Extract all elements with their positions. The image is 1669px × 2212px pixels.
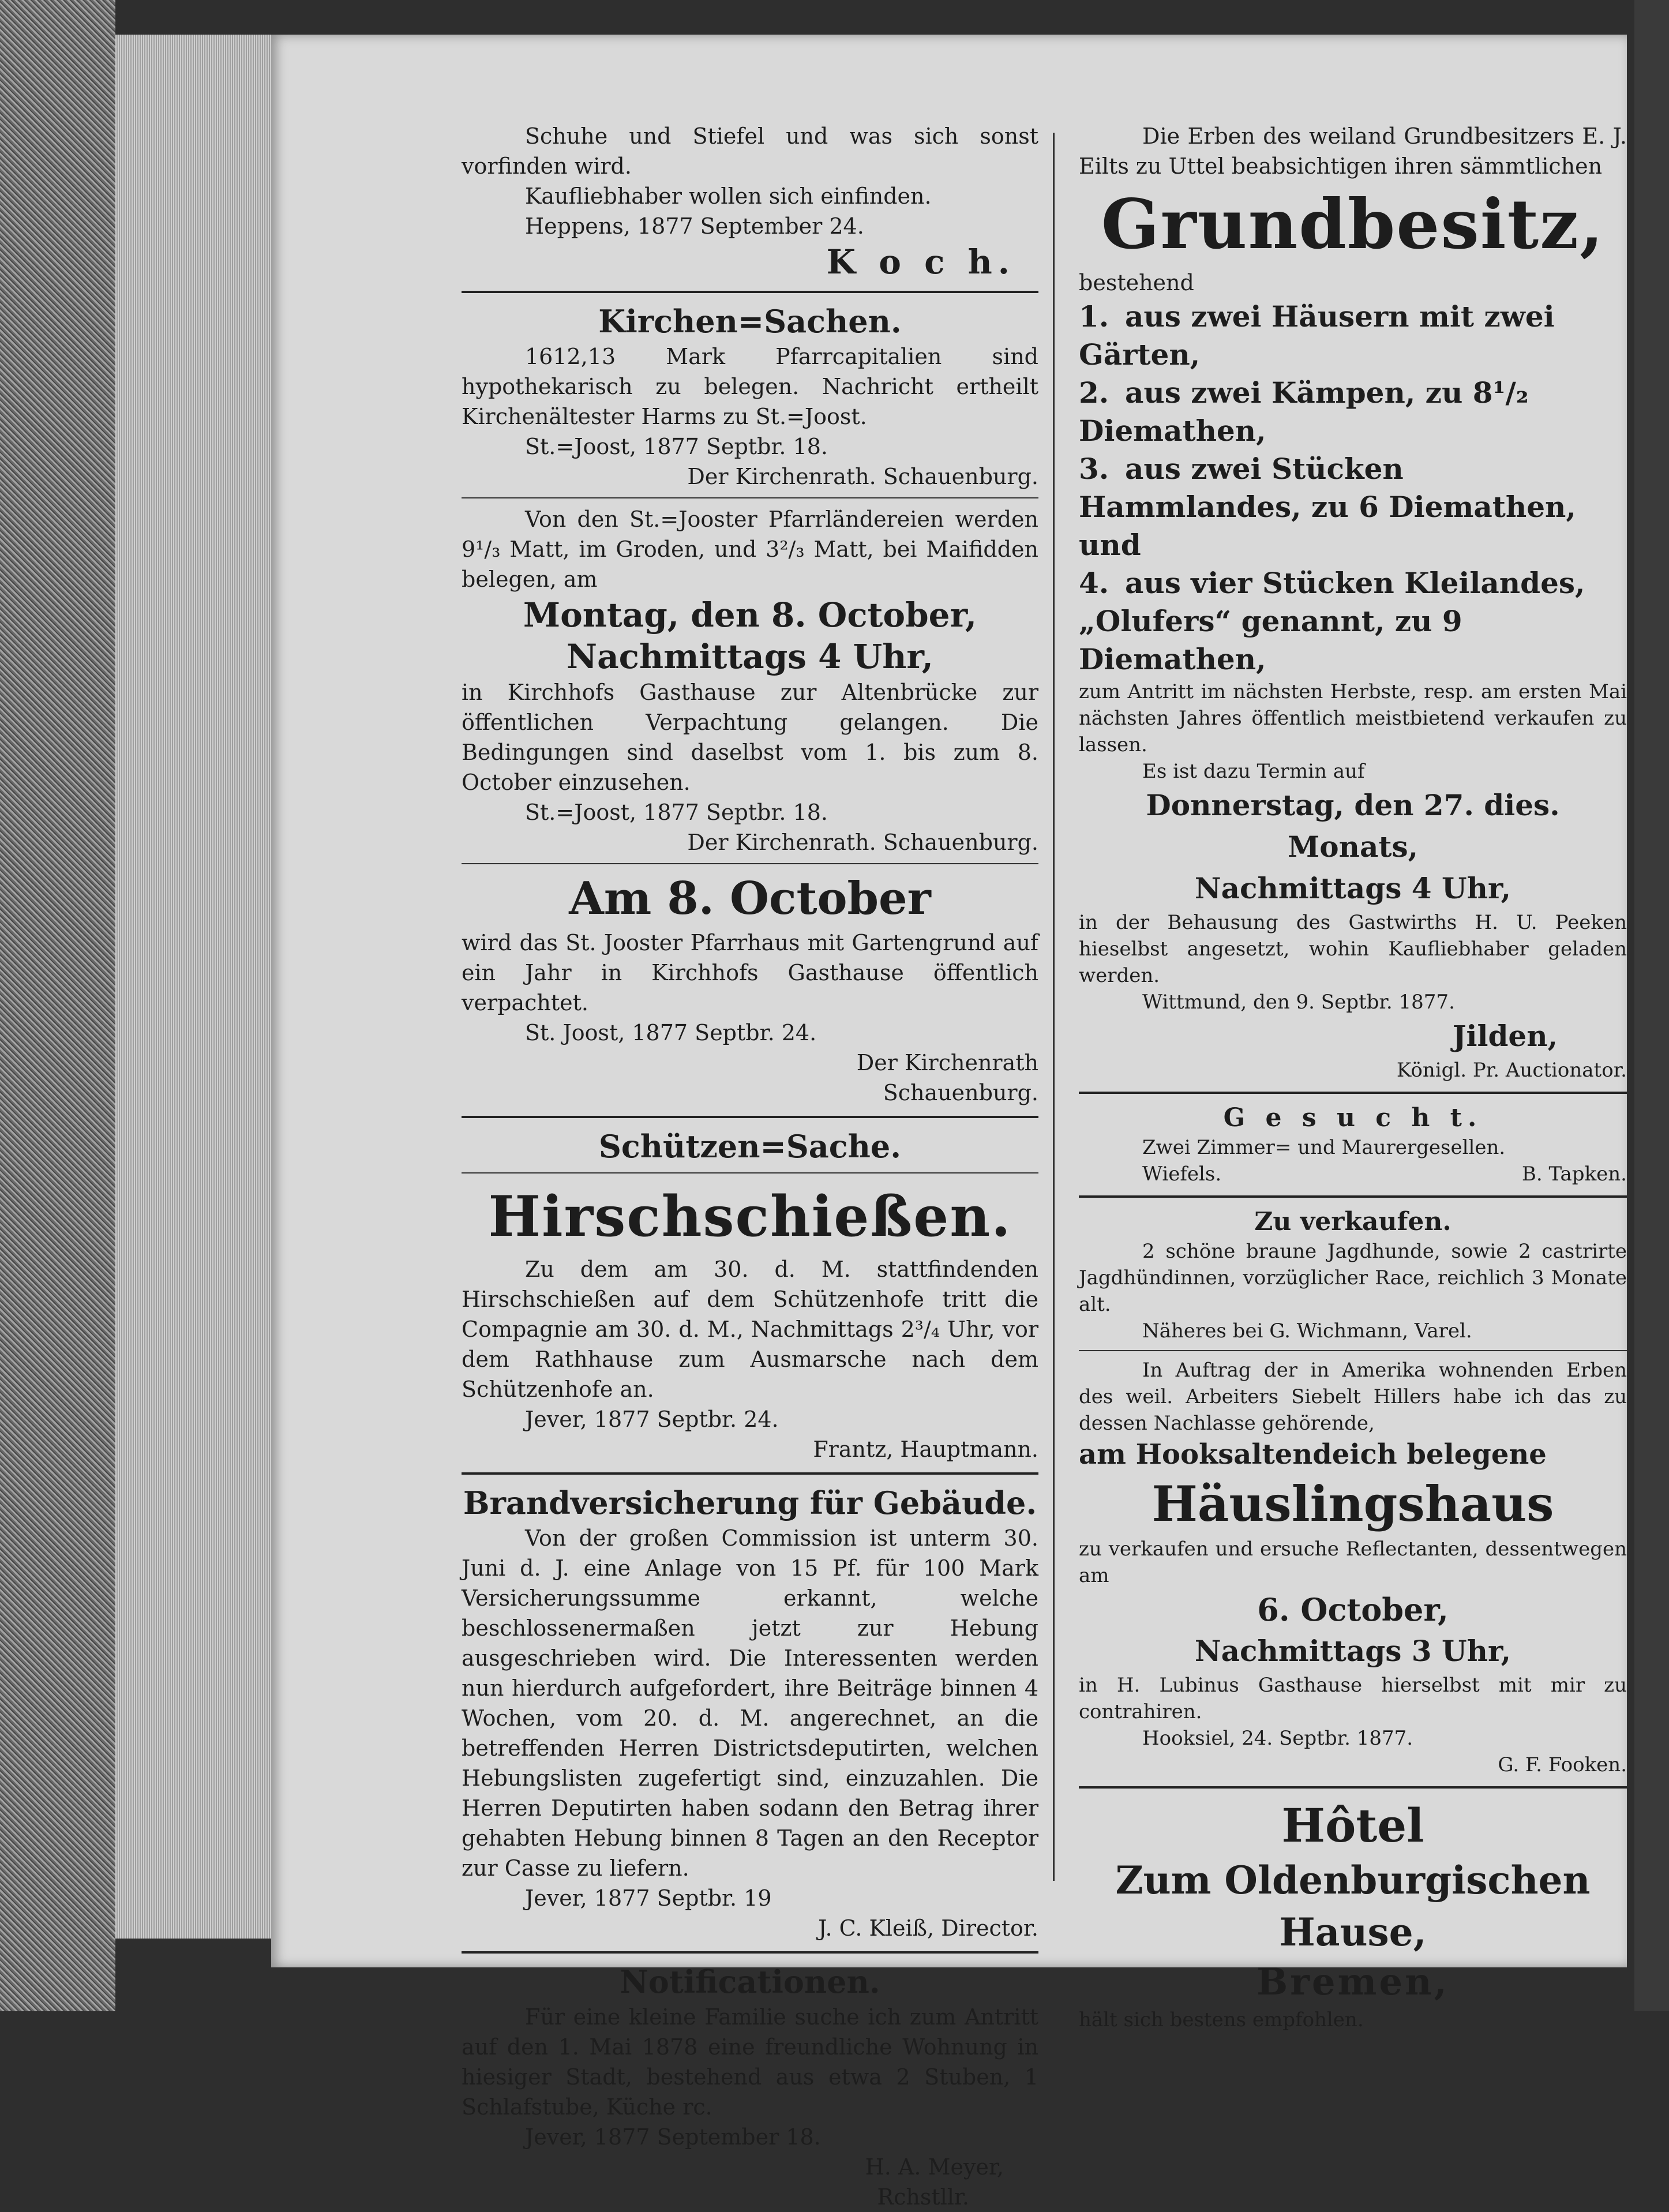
book-cover-edge — [0, 0, 115, 2011]
newspaper-page — [271, 35, 1627, 2210]
october-text: wird das St. Jooster Pfarrhaus mit Gartengrund auf ein Jahr in Kirchhofs Gasthause öffentlich verpachtet. — [462, 930, 1038, 1015]
haeusling-time: Nachmittags 3 Uhr, — [1194, 1634, 1512, 1668]
right-edge — [1634, 0, 1669, 2011]
rule — [462, 1116, 1038, 1118]
rule — [1079, 1350, 1627, 1351]
intro-text: Schuhe und Stiefel und was sich sonst vorfinden wird. — [462, 123, 1038, 179]
page-stack — [115, 35, 288, 1939]
hotel-name: Zum Oldenburgischen Hause, — [1115, 1858, 1591, 1955]
amerika-place: am Hooksaltendeich belegene — [1079, 1438, 1547, 1471]
haeusling-text: zu verkaufen und ersuche Reflectanten, dessentwegen am — [1079, 1538, 1627, 1587]
grundbesitz-title: Grundbesitz, — [1101, 184, 1605, 264]
gesucht-footer — [1079, 1161, 1627, 1187]
october-date: St. Joost, 1877 Septbr. 24. — [525, 1020, 817, 1045]
haeusling-day: 6. October, — [1257, 1591, 1449, 1628]
amerika-text: In Auftrag der in Amerika wohnenden Erben des weil. Arbeiters Siebelt Hillers habe ich das zu dessen Nachlasse gehörende, — [1079, 1359, 1627, 1435]
right-column — [1079, 121, 1627, 2033]
noti-signature-2: Rchstllr. — [877, 2184, 969, 2210]
haeusling-date: Hooksiel, 24. Septbr. 1877. — [1142, 1727, 1413, 1750]
gesucht-text: Zwei Zimmer= und Maurergesellen. — [1142, 1136, 1506, 1159]
rule — [462, 291, 1038, 293]
gesucht-place: Wiefels. — [1142, 1163, 1222, 1186]
list-item: 1. aus zwei Häusern mit zwei Gärten, — [1079, 299, 1555, 372]
list-item: 3. aus zwei Stücken Hammlandes, zu 6 Diemathen, und — [1079, 452, 1576, 562]
brand-text: Von der großen Commission ist unterm 30. Juni d. J. eine Anlage von 15 Pf. für 100 Mark Versicherungssumme erkannt, welche beschlossenermaßen jetzt zur Hebung ausgeschrieben wird. Die Interessenten werden nun hierdurch aufgefordert, ihre Beiträge binnen 4 Wochen, vom 20. d. M. angerechnet, an die betreffenden Herren Districtsdeputirten, welchen Hebungslisten zugefertigt sind, einzuzahlen. Die Herren Deputirten haben sodann den Betrag ihrer gehabten Hebung binnen 8 Tagen an den Receptor zur Casse zu liefern. — [462, 1525, 1038, 1881]
noti-signature-1: H. A. Meyer, — [865, 2154, 1004, 2180]
bestehend-label: bestehend — [1079, 270, 1194, 295]
pacht-day: Montag, den 8. October, — [523, 595, 977, 635]
termin-text: Es ist dazu Termin auf — [1142, 760, 1365, 783]
gesucht-title: G e s u c h t. — [1223, 1103, 1483, 1133]
rule — [462, 497, 1038, 498]
left-column — [462, 121, 1038, 2212]
verkaufen-signature: Näheres bei G. Wichmann, Varel. — [1142, 1319, 1472, 1343]
rule — [462, 1951, 1038, 1954]
grund-signature-2: Königl. Pr. Auctionator. — [1396, 1059, 1627, 1082]
termin-day: Donnerstag, den 27. dies. Monats, — [1146, 788, 1560, 864]
intro-text-2: Kaufliebhaber wollen sich einfinden. — [525, 183, 932, 209]
pacht-text: Von den St.=Jooster Pfarrländereien werden 9¹/₃ Matt, im Groden, und 3²/₃ Matt, bei Maifidden belegen, am — [462, 507, 1038, 592]
hotel-text: hält sich bestens empfohlen. — [1079, 2008, 1364, 2031]
pacht-signature: Der Kirchenrath. Schauenburg. — [687, 830, 1038, 855]
haeusling-title: Häuslingshaus — [1152, 1475, 1554, 1532]
rule — [1079, 1786, 1627, 1789]
list-item: 2. aus zwei Kämpen, zu 8¹/₂ Diemathen, — [1079, 376, 1529, 448]
noti-text: Für eine kleine Familie suche ich zum Antritt auf den 1. Mai 1878 eine freundliche Wohnung in hiesiger Stadt, bestehend aus etwa 2 Stuben, 1 Schlafstube, Küche rc. — [462, 2004, 1038, 2120]
hirsch-signature: Frantz, Hauptmann. — [813, 1437, 1038, 1462]
property-list — [1079, 298, 1627, 678]
grund-date: Wittmund, den 9. Septbr. 1877. — [1142, 991, 1455, 1014]
kirchen-text: 1612,13 Mark Pfarrcapitalien sind hypothekarisch zu belegen. Nachricht ertheilt Kirchenältester Harms zu St.=Joost. — [462, 344, 1038, 429]
rule — [1079, 1195, 1627, 1198]
grund-signature: Jilden, — [1452, 1019, 1558, 1053]
noti-title: Notificationen. — [620, 1963, 880, 2000]
kirchen-date: St.=Joost, 1877 Septbr. 18. — [525, 434, 828, 459]
kirchen-title: Kirchen=Sachen. — [598, 303, 902, 340]
intro-signature: K o c h. — [826, 242, 1015, 282]
grund-text: zum Antritt im nächsten Herbste, resp. am ersten Mai nächsten Jahres öffentlich meistbietend verkaufen zu lassen. — [1079, 680, 1627, 756]
intro-date: Heppens, 1877 September 24. — [525, 213, 864, 239]
rule — [462, 1172, 1038, 1174]
october-signature-2: Schauenburg. — [883, 1080, 1038, 1105]
verkaufen-text: 2 schöne braune Jagdhunde, sowie 2 castrirte Jagdhündinnen, vorzüglicher Race, reichlich 3 Monate alt. — [1079, 1240, 1627, 1316]
october-signature-1: Der Kirchenrath — [856, 1050, 1038, 1075]
brand-date: Jever, 1877 Septbr. 19 — [525, 1885, 772, 1911]
brand-signature: J. C. Kleiß, Director. — [818, 1915, 1038, 1941]
list-item: 4. aus vier Stücken Kleilandes, „Olufers“ genannt, zu 9 Diemathen, — [1079, 566, 1585, 676]
october-title: Am 8. October — [569, 872, 931, 925]
kirchen-signature: Der Kirchenrath. Schauenburg. — [687, 464, 1038, 489]
pacht-text-2: in Kirchhofs Gasthause zur Altenbrücke zur öffentlichen Verpachtung gelangen. Die Bedingungen sind daselbst vom 1. bis zum 8. October einzusehen. — [462, 680, 1038, 795]
pacht-time: Nachmittags 4 Uhr, — [567, 637, 933, 676]
rule — [462, 1472, 1038, 1475]
verkaufen-title: Zu verkaufen. — [1254, 1207, 1452, 1236]
hotel-city: Bremen, — [1257, 1960, 1449, 2004]
haeusling-text-2: in H. Lubinus Gasthause hierselbst mit mir zu contrahiren. — [1079, 1674, 1627, 1723]
column-divider — [1053, 133, 1055, 1881]
noti-date: Jever, 1877 September 18. — [525, 2124, 821, 2150]
hirsch-title: Hirschschießen. — [488, 1184, 1012, 1249]
termin-detail: in der Behausung des Gastwirths H. U. Peeken hieselbst angesetzt, wohin Kaufliebhaber geladen werden. — [1079, 911, 1627, 987]
rule — [1079, 1092, 1627, 1094]
hirsch-date: Jever, 1877 Septbr. 24. — [525, 1407, 779, 1432]
hotel-title: Hôtel — [1281, 1798, 1424, 1853]
brand-title: Brandversicherung für Gebäude. — [463, 1484, 1037, 1521]
erben-text: Die Erben des weiland Grundbesitzers E. J. Eilts zu Uttel beabsichtigen ihren sämmtlichen — [1079, 123, 1627, 179]
pacht-date: St.=Joost, 1877 Septbr. 18. — [525, 800, 828, 825]
schuetzen-title: Schützen=Sache. — [598, 1128, 902, 1165]
rule — [462, 863, 1038, 864]
gesucht-signature: B. Tapken. — [1521, 1163, 1627, 1186]
hirsch-text: Zu dem am 30. d. M. stattfindenden Hirschschießen auf dem Schützenhofe tritt die Compagnie am 30. d. M., Nachmittags 2³/₄ Uhr, vor dem Rathhause zum Ausmarsche nach dem Schützenhofe an. — [462, 1257, 1038, 1402]
haeusling-signature: G. F. Fooken. — [1498, 1753, 1627, 1776]
termin-time: Nachmittags 4 Uhr, — [1194, 871, 1512, 905]
